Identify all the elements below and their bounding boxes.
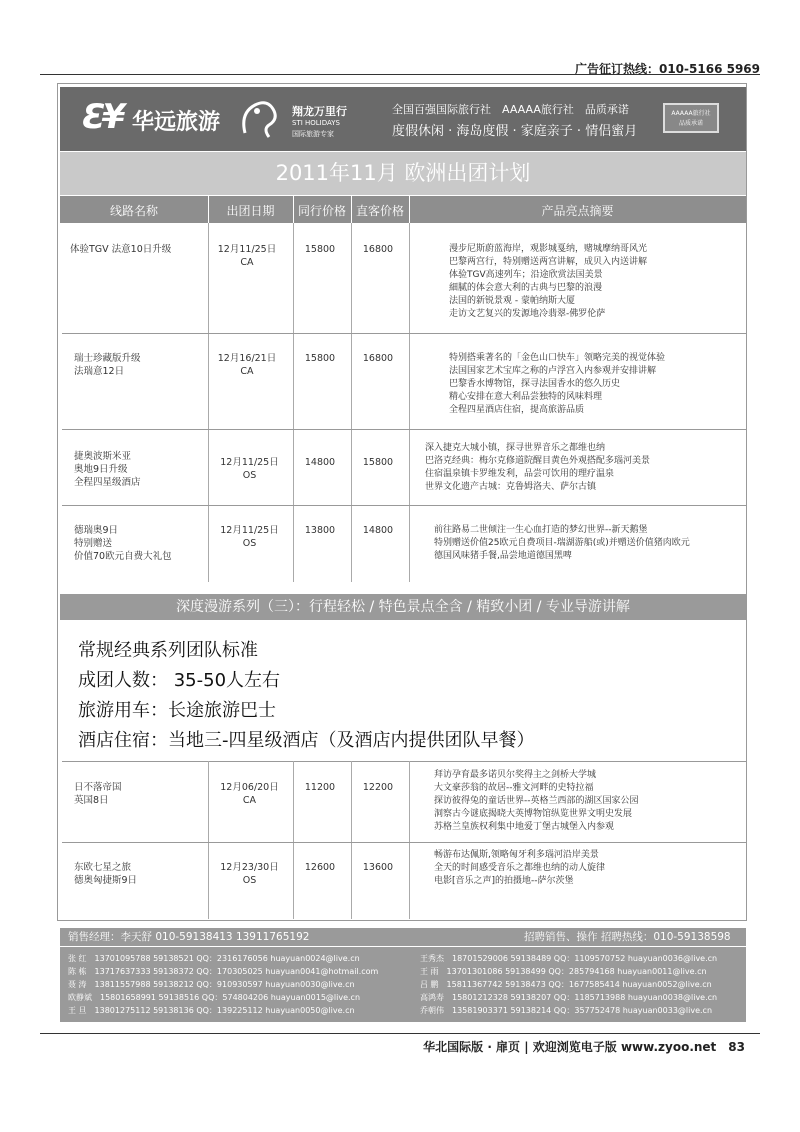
route-highlights: 前往路易二世倾注一生心血打造的梦幻世界--新天鹅堡 特别赠送价值25欧元自费项目-瑞湖游船(或)并赠送价值猪肉欧元 德国风味猪手餐,品尝地道德国黑啤	[434, 525, 690, 561]
peer-price: 11200	[304, 782, 336, 793]
slogan-line-1: 全国百强国际旅行社 AAAAA旅行社 品质承诺	[392, 103, 629, 116]
header-direct-price: 直客价格	[355, 204, 404, 218]
sales-bar	[60, 928, 746, 946]
table-row	[62, 223, 746, 334]
page-footer: 华北国际版 · 扉页 | 欢迎浏览电子版 www.zyoo.net 83	[423, 1040, 745, 1054]
table-row	[62, 430, 746, 506]
top-divider	[40, 74, 760, 75]
standard-group-size: 成团人数： 35-50人左右	[78, 670, 281, 691]
page-title: 2011年11月 欧洲出团计划	[60, 152, 746, 195]
direct-price: 15800	[362, 457, 394, 468]
list-item: 吕 鹏 15811367742 59138473 QQ：1677585414 huayuan0052@live.cn	[420, 980, 712, 989]
route-highlights: 特别搭乘著名的「金色山口快车」领略完美的视觉体验 法国国家艺术宝库之称的卢浮宫入内参观并安排讲解 巴黎香水博物馆，探寻法国香水的悠久历史 精心安排在意大利品尝独特的风味料理 全程四星酒店住宿，提高旅游品质	[449, 353, 666, 415]
table-row	[62, 506, 746, 582]
sales-manager: 销售经理：李天舒 010-59138413 13911765192	[68, 931, 310, 943]
departure-date: 12月11/25日 CA	[217, 244, 277, 268]
standard-vehicle: 旅游用车：长途旅游巴士	[78, 700, 276, 721]
brand-banner	[60, 87, 746, 151]
peer-price: 12600	[304, 862, 336, 873]
route-name: 捷奥波斯米亚 奥地9日升级 全程四星级酒店	[74, 451, 141, 488]
direct-price: 16800	[362, 244, 394, 255]
bottom-divider	[40, 1033, 760, 1034]
list-item: 欧静斌 15801658991 59138516 QQ：574804206 huayuan0015@live.cn	[68, 993, 361, 1002]
departure-date: 12月16/21日 CA	[217, 353, 277, 377]
list-item: 聂 涛 13811557988 59138212 QQ：910930597 huayuan0030@live.cn	[68, 980, 355, 989]
route-name: 德瑞奥9日 特别赠送 价值70欧元自费大礼包	[74, 525, 172, 562]
route-highlights: 拜访孕育最多诺贝尔奖得主之剑桥大学城 大文豪莎翁的故居--雅文河畔的史特拉福 探访彼得兔的童话世界--英格兰西部的湖区国家公园 洞察古今谜底揭晓大英博物馆纵览世界文明史发展 苏格兰皇族权利集中地爱丁堡古城堡入内参观	[434, 770, 639, 832]
recruit-hotline: 招聘销售、操作 招聘热线：010-59138598	[524, 931, 731, 943]
route-name: 体验TGV 法意10日升级	[70, 244, 172, 255]
route-highlights: 畅游布达佩斯,领略匈牙利多瑙河沿岸美景 全天的时间感受音乐之都维也纳的动人旋律 电影[音乐之声]的拍摄地--萨尔茨堡	[434, 850, 606, 886]
table-row	[62, 843, 746, 919]
departure-date: 12月23/30日 OS	[220, 862, 279, 886]
route-name: 瑞士珍藏版升级 法瑞意12日	[74, 353, 141, 377]
departure-date: 12月11/25日 OS	[220, 457, 279, 481]
departure-date: 12月06/20日 CA	[220, 782, 279, 806]
series-banner: 深度漫游系列（三）：行程轻松 / 特色景点全含 / 精致小团 / 专业导游讲解	[60, 594, 746, 620]
table-header	[60, 196, 746, 223]
list-item: 王 旦 13801275112 59138136 QQ：139225112 huayuan0050@live.cn	[68, 1006, 355, 1015]
contact-list	[60, 947, 746, 1022]
direct-price: 13600	[362, 862, 394, 873]
direct-price: 14800	[362, 525, 394, 536]
certification-badge	[663, 103, 719, 133]
cert-line-2: 品质承诺	[678, 120, 703, 127]
route-name: 东欧七星之旅 德奥匈捷斯9日	[74, 862, 138, 886]
slogan-line-2: 度假休闲 · 海岛度假 · 家庭亲子 · 情侣蜜月	[392, 124, 638, 139]
partner-subtitle-2: 国际旅游专家	[292, 130, 334, 138]
list-item: 乔朝伟 13581903371 59138214 QQ：357752478 huayuan0033@live.cn	[420, 1006, 713, 1015]
brand-name: 华远旅游	[132, 110, 221, 135]
peer-price: 15800	[304, 244, 336, 255]
header-peer-price: 同行价格	[297, 204, 346, 218]
list-item: 陈 栋 13717637333 59138372 QQ：170305025 huayuan0041@hotmail.com	[68, 967, 379, 976]
partner-name: 翔龙万里行	[292, 105, 347, 118]
peer-price: 15800	[304, 353, 336, 364]
huayuan-logo-icon: Ɛ¥	[82, 97, 122, 137]
cert-line-1: AAAAA旅行社	[671, 110, 711, 117]
table-row	[62, 334, 746, 430]
direct-price: 16800	[362, 353, 394, 364]
direct-price: 12200	[362, 782, 394, 793]
list-item: 张 红 13701095788 59138521 QQ：2316176056 huayuan0024@live.cn	[68, 954, 360, 963]
standard-title: 常规经典系列团队标准	[78, 640, 258, 661]
list-item: 王 雨 13701301086 59138499 QQ：285794168 huayuan0011@live.cn	[420, 967, 707, 976]
departure-date: 12月11/25日 OS	[220, 525, 279, 549]
route-name: 日不落帝国 英国8日	[74, 782, 122, 806]
header-route: 线路名称	[109, 204, 158, 218]
partner-subtitle: STI HOLIDAYS	[292, 119, 340, 127]
peer-price: 14800	[304, 457, 336, 468]
dragon-logo-icon	[235, 93, 285, 145]
ad-hotline: 广告征订热线：010-5166 5969	[574, 62, 760, 76]
list-item: 高鸿寿 15801212328 59138207 QQ：1185713988 huayuan0038@live.cn	[420, 993, 718, 1002]
route-highlights: 深入捷克大城小镇，探寻世界音乐之都维也纳 巴洛克经典：梅尔克修道院醒目黄色外观搭配多瑙河美景 住宿温泉镇卡罗维发利，品尝可饮用的理疗温泉 世界文化遗产古城：克鲁姆洛夫、萨尔古镇	[425, 443, 651, 492]
table-row	[62, 761, 746, 843]
standard-hotel: 酒店住宿：当地三-四星级酒店（及酒店内提供团队早餐）	[78, 730, 535, 751]
header-highlights: 产品亮点摘要	[541, 204, 614, 218]
route-highlights: 漫步尼斯蔚蓝海岸，观影城戛纳，赌城摩纳哥风光 巴黎两宫行，特别赠送两宫讲解，成贝入内送讲解 体验TGV高速列车；沿途欣赏法国美景 細膩的体会意大利的古典与巴黎的浪漫 法国的新锐景观 - 蒙帕纳斯大厦 走访文艺复兴的发源地冷翡翠-佛罗伦萨	[449, 244, 648, 319]
peer-price: 13800	[304, 525, 336, 536]
list-item: 王秀杰 18701529006 59138489 QQ：1109570752 huayuan0036@live.cn	[420, 954, 718, 963]
header-date: 出团日期	[226, 204, 275, 218]
